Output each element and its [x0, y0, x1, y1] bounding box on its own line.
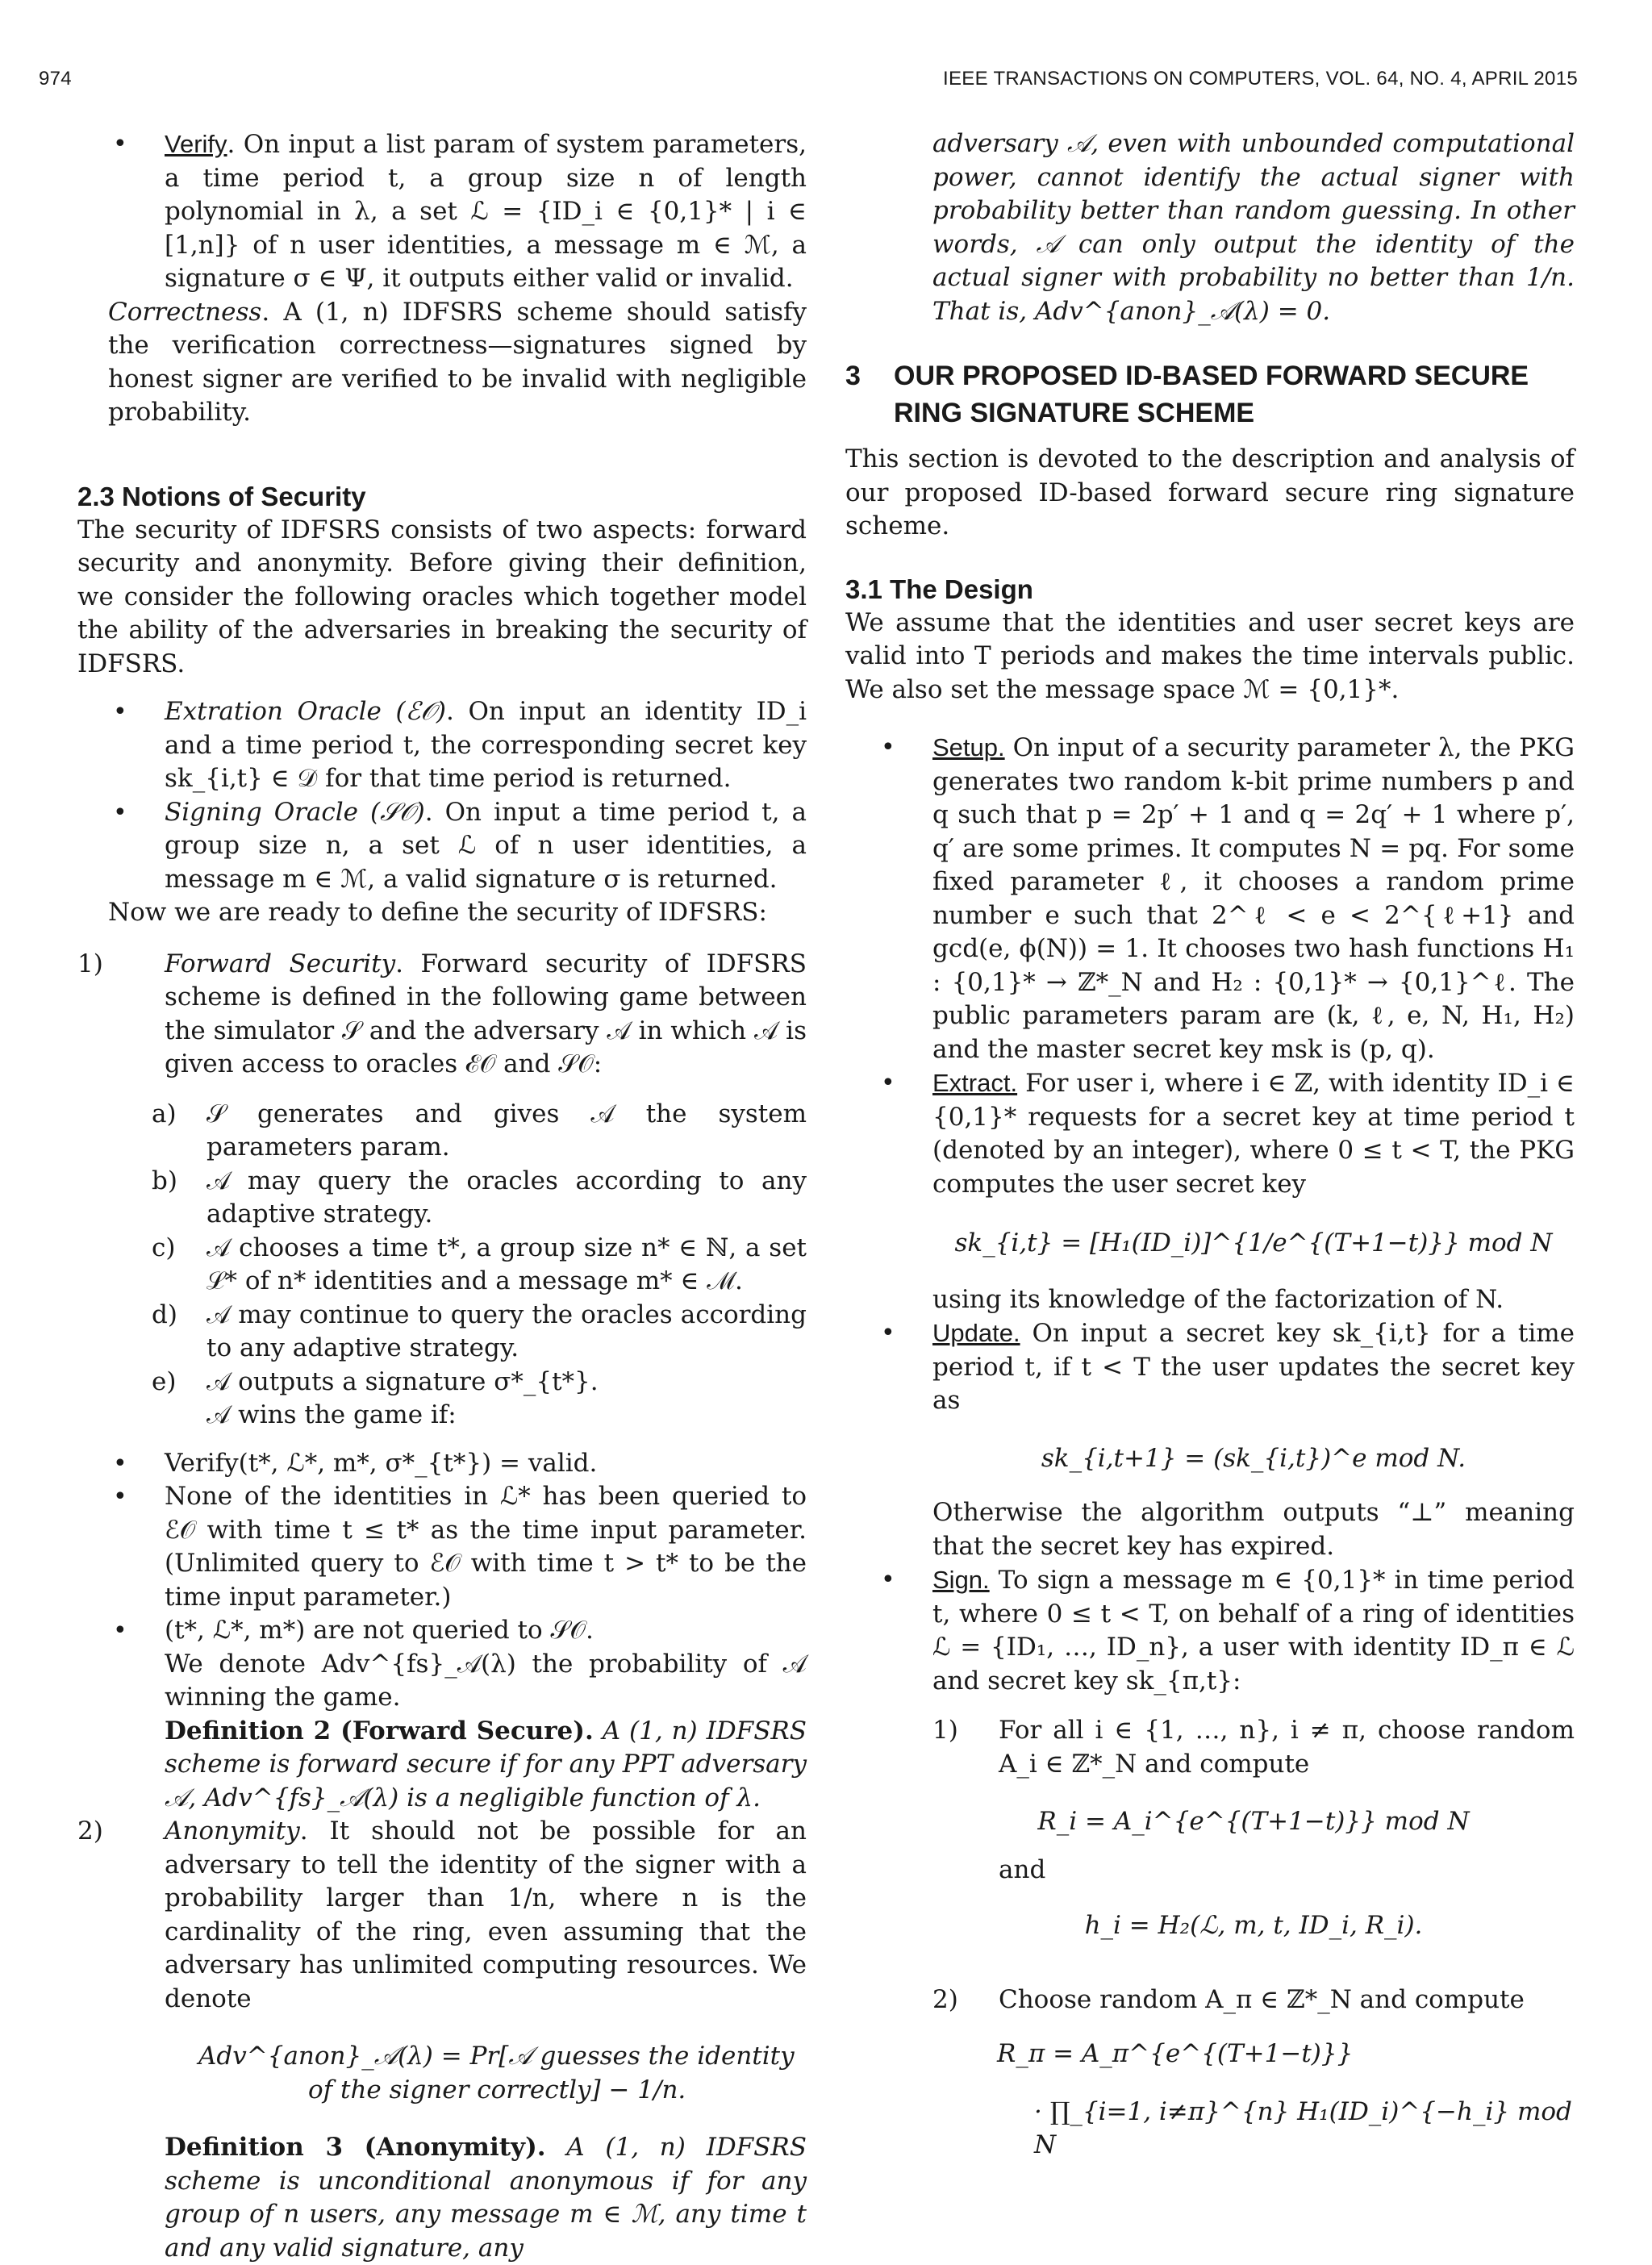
anonymity-text: . It should not be possible for an adversary to tell the identity of the signer with a probability larger than 1/n, where n is the cardinality of the ring, even assuming that the adversary has unlimited computing resources. We denote [165, 1817, 807, 2013]
anon-eq-line2: of the signer correctly] − 1/n. [308, 2075, 686, 2104]
game-step: a) 𝒮 generates and gives 𝒜 the system parameters param. [152, 1099, 807, 1162]
setup-text: On input of a security parameter λ, the PKG generates two random k-bit prime numbers p and q such that p = 2p′ + 1 and q = 2q′ + 1 where p′, q′ are some primes. It computes N = pq. For some fixed parameter ℓ, it chooses a random prime number e such that 2^ℓ < e < 2^{ℓ+1} and gcd(e, ϕ(N)) = 1. It chooses two hash functions H₁ : {0,1}* → ℤ*_N and H₂ : {0,1}* → {0,1}^ℓ. The public parameters param are (k, ℓ, e, N, H₁, H₂) and the master secret key msk is (p, q). [932, 733, 1575, 1064]
def3-text: A (1, n) IDFSRS scheme is unconditional anonymous if for any group of n users, any message m ∈ ℳ, any time t and any valid signature, any [165, 2133, 807, 2263]
oracle-so-item [77, 796, 807, 897]
sec3-number: 3 [845, 361, 861, 391]
sec31-intro: We assume that the identities and user secret keys are valid into T periods and makes the time intervals public. We also set the message space ℳ = {0,1}*. [845, 607, 1575, 704]
section-2-3-heading: 2.3 Notions of Security [77, 481, 366, 511]
oracle-eo-item [77, 695, 807, 796]
def2-title: Definition 2 (Forward Secure). [165, 1716, 594, 1746]
item1-number: 1) [77, 949, 103, 978]
extract-item [845, 1066, 1575, 1201]
anonymity-label: Anonymity [165, 1817, 300, 1846]
game-steps [77, 1098, 807, 1433]
sign-step2-number: 2) [932, 1984, 958, 2014]
correctness-text: . A (1, n) IDFSRS scheme should satisfy the verification correctness—signatures signed by honest signer are verified to be invalid with negligible probability. [108, 297, 807, 427]
game-step: c) 𝒜 chooses a time t*, a group size n* ∈ ℕ, a set ℒ* of n* identities and a message m* ∈ ℳ. [152, 1233, 807, 1295]
update-text: On input a secret key sk_{i,t} for a time period t, if t < T the user updates the secret key as [932, 1319, 1575, 1415]
verify-item [77, 127, 807, 296]
sec3-intro: This section is devoted to the description and analysis of our proposed ID-based forward secure ring signature scheme. [845, 444, 1575, 540]
verify-title: Verify [165, 130, 227, 158]
sign-title: Sign. [932, 1566, 990, 1594]
denote-text: We denote Adv^{fs}_𝒜(λ) the probability of 𝒜 winning the game. [165, 1649, 807, 1712]
extract-equation: sk_{i,t} = [H₁(ID_i)]^{1/e^{(T+1−t)}} mod N [954, 1228, 1553, 1258]
sign-equation-2: h_i = H₂(ℒ, m, t, ID_i, R_i). [1084, 1911, 1423, 1940]
setup-item [845, 731, 1575, 1066]
extract-title: Extract. [932, 1069, 1018, 1097]
update-item [845, 1316, 1575, 1418]
section-3-heading [845, 357, 1575, 432]
game-step: d) 𝒜 may continue to query the oracles according to any adaptive strategy. [152, 1299, 807, 1362]
oracle-eo-label: Extration Oracle (ℰ𝒪) [165, 697, 446, 726]
sec23-intro: The security of IDFSRS consists of two aspects: forward security and anonymity. Before giving their definition, we consider the following oracles which together model the ability of the adversaries in breaking the security of IDFSRS. [77, 515, 807, 678]
sign-eq3-line2: · ∏_{i=1, i≠π}^{n} H₁(ID_i)^{−h_i} mod N [1034, 2096, 1572, 2159]
anon-eq-line1: Adv^{anon}_𝒜(λ) = Pr[𝒜 guesses the identity [198, 2042, 795, 2071]
item2-number: 2) [77, 1817, 103, 1846]
win-condition: • Verify(t*, ℒ*, m*, σ*_{t*}) = valid. [77, 1447, 807, 1481]
and-text: and [999, 1854, 1046, 1884]
correctness-label: Correctness [108, 297, 262, 327]
game-step: b) 𝒜 may query the oracles according to any adaptive strategy. [152, 1166, 807, 1228]
win-conditions [77, 1447, 807, 1648]
forward-security-text: . Forward security of IDFSRS scheme is defined in the following game between the simulator 𝒮 and the adversary 𝒜 in which 𝒜 is given access to oracles ℰ𝒪 and 𝒮𝒪: [165, 949, 807, 1078]
extract-after: using its knowledge of the factorization of N. [932, 1284, 1504, 1314]
sign-step-1 [932, 1714, 1575, 1781]
win-condition: • None of the identities in ℒ* has been queried to ℰ𝒪 with time t ≤ t* as the time input parameter. (Unlimited query to ℰ𝒪 with time t > t* to be the time input parameter.) [77, 1480, 807, 1614]
oracle-so-text: . On input a time period t, a group size n, a set ℒ of n user identities, a message m ∈ ℳ, a valid signature σ is returned. [165, 797, 807, 894]
oracle-so-label: Signing Oracle (𝒮𝒪) [165, 797, 425, 827]
anonymity-equation [77, 2040, 807, 2107]
sign-item [845, 1563, 1575, 1698]
wins-text: 𝒜 wins the game if: [206, 1400, 457, 1429]
update-title: Update. [932, 1319, 1020, 1347]
forward-security-item [77, 948, 807, 1082]
sec3-title-line2: RING SIGNATURE SCHEME [894, 398, 1255, 428]
sec3-title-line1: OUR PROPOSED ID-BASED FORWARD SECURE [894, 361, 1529, 391]
left-column [77, 127, 807, 2265]
sign-text: To sign a message m ∈ {0,1}* in time period t, where 0 ≤ t < T, on behalf of a ring of identities ℒ = {ID₁, …, ID_n}, a user with identity ID_π ∈ ℒ and secret key sk_{π,t}: [932, 1566, 1575, 1696]
def2-text: A (1, n) IDFSRS scheme is forward secure if for any PPT adversary 𝒜, Adv^{fs}_𝒜(λ) is a negligible function of λ. [165, 1716, 807, 1812]
sign-step2-text: Choose random A_π ∈ ℤ*_N and compute [999, 1984, 1525, 2014]
oracle-eo-text: . On input an identity ID_i and a time period t, the corresponding secret key sk_{i,t} ∈ 𝒟 for that time period is returned. [165, 697, 807, 793]
sign-step-2 [932, 1983, 1575, 2017]
verify-text: . On input a list param of system parameters, a time period t, a group size n of length polynomial in λ, a set ℒ = {ID_i ∈ {0,1}* | i ∈ [1,n]} of n user identities, a message m ∈ ℳ, a signature σ ∈ Ψ, it outputs either valid or invalid. [165, 130, 807, 293]
update-equation: sk_{i,t+1} = (sk_{i,t})^e mod N. [1041, 1443, 1466, 1473]
definition-2 [77, 1715, 807, 1816]
sign-equation-1: R_i = A_i^{e^{(T+1−t)}} mod N [1037, 1807, 1470, 1836]
running-header: IEEE TRANSACTIONS ON COMPUTERS, VOL. 64, NO. 4, APRIL 2015 [943, 68, 1578, 90]
definition-3 [77, 2131, 807, 2265]
right-column [845, 127, 1575, 2163]
def3-continuation: adversary 𝒜, even with unbounded computational power, cannot identify the actual signer with probability better than random guessing. In other words, 𝒜 can only output the identity of the actual signer with probability no better than 1/n. That is, Adv^{anon}_𝒜(λ) = 0. [932, 129, 1575, 326]
extract-text: For user i, where i ∈ ℤ, with identity ID_i ∈ {0,1}* requests for a secret key at time period t (denoted by an integer), where 0 ≤ t < T, the PKG computes the user secret key [932, 1069, 1575, 1199]
sign-step1-text: For all i ∈ {1, …, n}, i ≠ π, choose random A_i ∈ ℤ*_N and compute [999, 1716, 1575, 1779]
forward-security-label: Forward Security [165, 949, 396, 978]
section-3-1-heading: 3.1 The Design [845, 574, 1033, 604]
game-step: e) 𝒜 outputs a signature σ*_{t*}. [152, 1366, 599, 1396]
sign-equation-3 [932, 2038, 1575, 2163]
page-number: 974 [39, 68, 72, 90]
def3-title: Definition 3 (Anonymity). [165, 2133, 546, 2162]
correctness-para [77, 296, 807, 430]
sign-steps [845, 1714, 1575, 2163]
ready-text: Now we are ready to define the security of IDFSRS: [108, 898, 767, 927]
update-after: Otherwise the algorithm outputs “⊥” meaning that the secret key has expired. [932, 1498, 1575, 1561]
anonymity-item [77, 1815, 807, 2016]
sign-step1-number: 1) [932, 1716, 958, 1745]
setup-title: Setup. [932, 733, 1005, 761]
sign-eq3-line1: R_π = A_π^{e^{(T+1−t)}} [997, 2039, 1354, 2068]
win-condition: • (t*, ℒ*, m*) are not queried to 𝒮𝒪. [77, 1614, 807, 1648]
